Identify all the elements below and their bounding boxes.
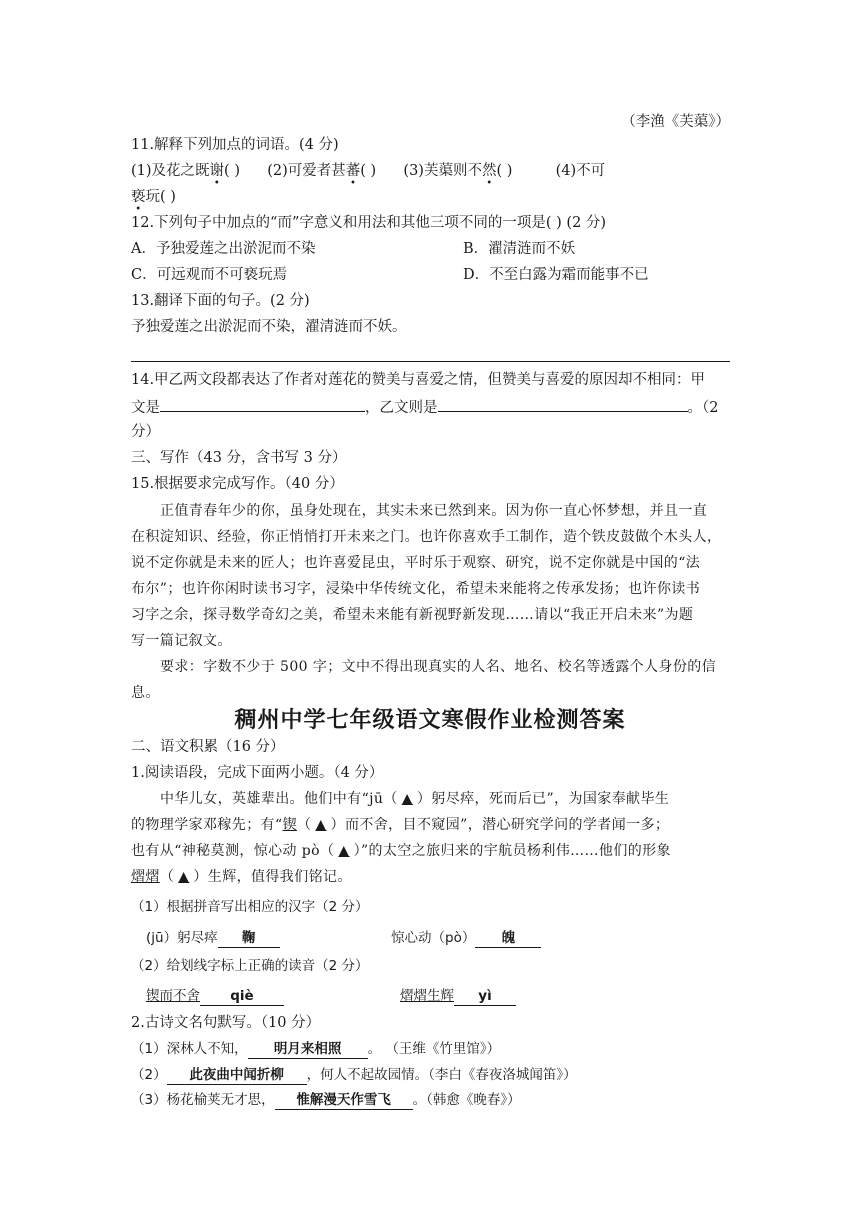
a2-row3-text: （3）杨花榆荚无才思， <box>131 1092 275 1108</box>
a1-sub2-prompt-a: 锲而不舍 <box>146 988 200 1004</box>
triangle-mark: ▲ <box>338 843 350 859</box>
q14-line2 <box>131 397 731 417</box>
a1-sub1-answers <box>146 929 746 948</box>
q12-option-b: B．濯清涟而不妖 <box>463 241 576 257</box>
q14-line1: 14.甲乙两文段都表达了作者对莲花的赞美与喜爱之情，但赞美与喜爱的原因却不相同：甲 <box>131 372 706 388</box>
q14-blank-a <box>160 397 365 412</box>
q15-prompt-line2: 在积淀知识、经验，你正悄悄打开未来之门。也许你喜欢手工制作，造个铁皮鼓做个木头人， <box>131 529 722 545</box>
q11-item4-text: (4)不可 <box>555 163 606 179</box>
a2-row1-answer: 明月来相照 <box>248 1040 368 1059</box>
a1-passage-line1 <box>160 790 760 808</box>
q13-title: 13.翻译下面的句子。(2 分) <box>131 293 310 309</box>
q11-item1-text: (1)及花之既 <box>131 163 210 179</box>
q15-requirement-line1: 要求：字数不少于 500 字；文中不得出现真实的人名、地名、校名等透露个人身份的信 <box>160 659 717 675</box>
q11-item4-blank: 玩( ) <box>145 189 176 205</box>
q11-item3-text: (3)芙蕖则不 <box>403 163 482 179</box>
q11-item3-blank: ( ) <box>496 163 513 179</box>
a1-passage-text: 的物理学家邓稼先；有“ <box>131 817 283 833</box>
a2-row2-answer: 此夜曲中闻折柳 <box>167 1066 307 1085</box>
q15-requirement-line2: 息。 <box>131 685 160 701</box>
q15-title: 15.根据要求完成写作。（40 分） <box>131 476 344 492</box>
q12-option-c: C．可远观而不可亵玩焉 <box>131 267 288 283</box>
q15-prompt-line4: 布尔”；也许你闲时读书习字，浸染中华传统文化，希望未来能将之传承发扬；也许你读书 <box>131 581 701 597</box>
q12-title: 12.下列句子中加点的“而”字意义和用法和其他三项不同的一项是( ) (2 分) <box>131 215 607 231</box>
a1-title: 1.阅读语段，完成下面两小题。（4 分） <box>131 765 384 781</box>
q11-items-line2 <box>131 188 731 206</box>
a1-sub1-answer-a: 鞠 <box>218 929 280 948</box>
a1-sub1-prompt-b: 惊心动（pò） <box>391 930 476 946</box>
section3-heading: 三、写作（43 分，含书写 3 分） <box>131 450 347 466</box>
q11-item2-text: (2)可爱者甚 <box>267 163 346 179</box>
triangle-mark: ▲ <box>315 817 327 833</box>
q11-item2-dotted-char: 蕃 <box>345 163 361 179</box>
q12-option-a: A．予独爱莲之出淤泥而不染 <box>131 241 316 257</box>
a2-row1-text: （1）深林人不知， <box>131 1041 248 1057</box>
a1-passage-text: ）而不舍，目不窥园”，潜心研究学问的学者闻一多； <box>330 817 670 833</box>
triangle-mark: ▲ <box>401 791 413 807</box>
q15-prompt-line1: 正值青春年少的你，虽身处现在，其实未来已然到来。因为你一直心怀梦想，并且一直 <box>160 503 708 519</box>
a1-sub1-answer-b: 魄 <box>475 929 541 948</box>
a2-row2-source: ，何人不起故园情。（李白《春夜洛城闻笛》） <box>306 1067 577 1083</box>
q12-option-d: D．不至白露为霜而能事不已 <box>463 267 649 283</box>
a2-row2 <box>131 1066 731 1085</box>
q11-item4-dotted-char: 亵 <box>131 189 146 205</box>
a2-row1 <box>131 1040 731 1059</box>
a2-title: 2.古诗文名句默写。（10 分） <box>131 1015 321 1031</box>
q14-text-c: 。（2 <box>687 400 719 416</box>
a2-row3-source: 。（韩愈《晚春》） <box>412 1092 521 1108</box>
a1-passage-text: 也有从“神秘莫测，惊心动 pò（ <box>131 843 335 859</box>
a1-passage-line2 <box>131 816 731 834</box>
answer-title: 稠州中学七年级语文寒假作业检测答案 <box>234 708 626 733</box>
q11-item1-dotted-char: 谢 <box>209 163 225 179</box>
a1-passage-text: 中华儿女，英雄辈出。他们中有“jū（ <box>160 791 398 807</box>
q15-prompt-line6: 写一篇记叙文。 <box>131 633 232 649</box>
a1-sub2-title: （2）给划线字标上正确的读音（2 分） <box>131 958 369 974</box>
a1-passage-line4 <box>131 868 731 886</box>
q11-title: 11.解释下列加点的词语。(4 分) <box>131 137 339 153</box>
a2-row1-source: 。 （王维《竹里馆》） <box>367 1041 501 1057</box>
section2-heading: 二、语文积累（16 分） <box>131 739 285 755</box>
q11-item1-blank: ( ) <box>224 163 240 179</box>
q11-item2-blank: ( ) <box>360 163 377 179</box>
a1-sub1-title: （1）根据拼音写出相应的汉字（2 分） <box>131 899 369 915</box>
q11-items-line1 <box>131 162 731 180</box>
q11-item3-dotted-char: 然 <box>481 163 497 179</box>
a2-row3 <box>131 1091 731 1110</box>
q13-sentence: 予独爱莲之出淤泥而不染，濯清涟而不妖。 <box>131 319 407 335</box>
answer-line <box>131 361 730 362</box>
a1-sub2-prompt-b: 熠熠生辉 <box>400 988 454 1004</box>
a1-sub2-answer-a: qiè <box>200 987 284 1006</box>
q12-row2 <box>131 266 731 284</box>
a2-row2-text: （2） <box>131 1067 167 1083</box>
a1-sub2-answer-b: yì <box>454 987 516 1006</box>
a1-sub1-prompt-a: (jū）躬尽瘁 <box>146 930 218 946</box>
q14-blank-b <box>438 397 688 412</box>
a1-passage-text: ）躬尽瘁，死而后已”，为国家奉献毕生 <box>416 791 670 807</box>
a1-passage-text: （ <box>159 869 175 885</box>
underlined-char: 锲 <box>282 817 297 833</box>
a1-passage-text: ）生辉，值得我们铭记。 <box>193 869 352 885</box>
q12-row1 <box>131 240 731 258</box>
a1-sub2-answers <box>146 987 746 1006</box>
source-citation: （李渔《芙蕖》） <box>621 114 730 130</box>
q14-text-a: 文是 <box>131 400 160 416</box>
q15-prompt-line5: 习字之余，探寻数学奇幻之美，希望未来能有新视野新发现……请以“我正开启未来”为题 <box>131 607 694 623</box>
triangle-mark: ▲ <box>178 869 190 885</box>
q14-line3: 分） <box>131 424 160 440</box>
a1-passage-text: ）”的太空之旅归来的宇航员杨利伟……他们的形象 <box>353 843 671 859</box>
underlined-chars: 熠熠 <box>131 869 160 885</box>
a1-passage-line3 <box>131 842 731 860</box>
q14-text-b: ，乙文则是 <box>365 400 438 416</box>
a1-passage-text: （ <box>296 817 312 833</box>
q15-prompt-line3: 说不定你就是未来的匠人；也许喜爱昆虫，平时乐于观察、研究，说不定你就是中国的“法 <box>131 555 701 571</box>
a2-row3-answer: 惟解漫天作雪飞 <box>275 1091 413 1110</box>
